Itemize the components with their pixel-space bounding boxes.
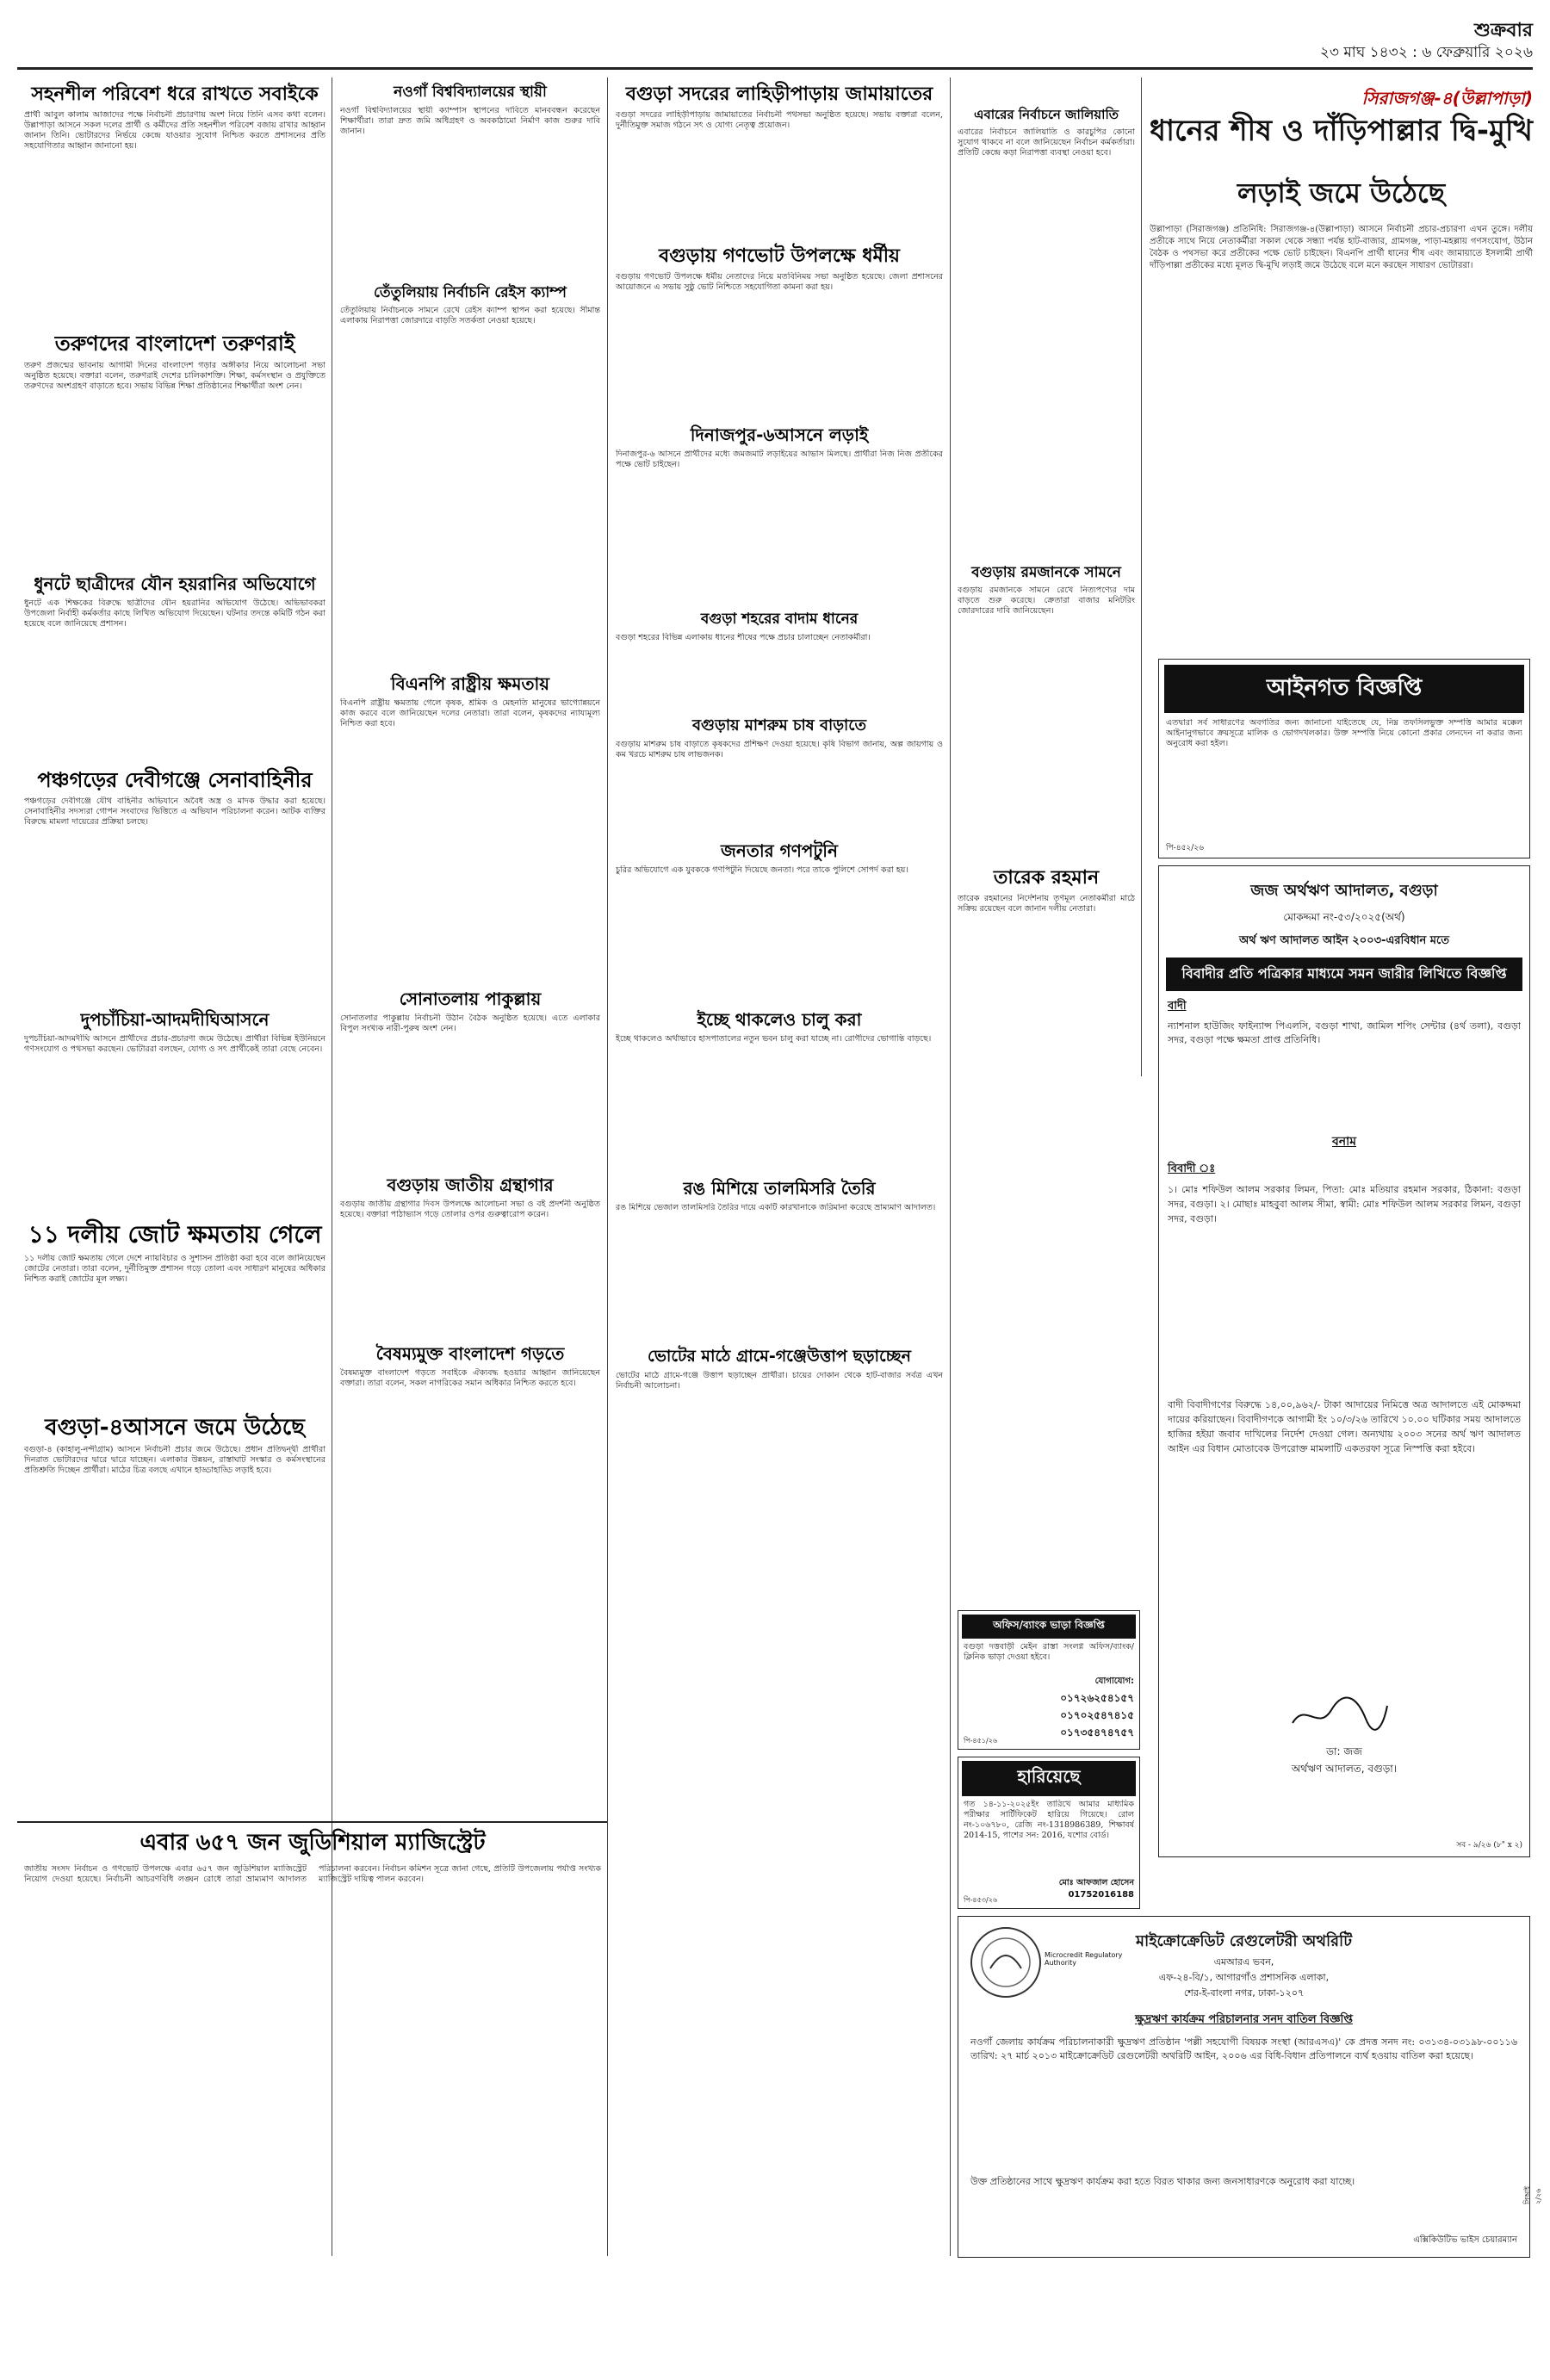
court-notice-ad <box>1158 865 1530 1857</box>
rent-title: অফিস/ব্যাংক ভাড়া বিজ্ঞপ্তি <box>962 1615 1136 1639</box>
column-rule <box>1141 77 1142 1076</box>
article-body: বৈষম্যমুক্ত বাংলাদেশ গড়তে সবাইকে ঐক্যবদ্ধ হওয়ার আহ্বান জানিয়েছেন বক্তারা। তারা বলেন, সকল নাগরিকের সমান অধিকার নিশ্চিত করতে হবে। <box>340 1368 600 1389</box>
court-banner: বিবাদীর প্রতি পত্রিকার মাধ্যমে সমন জারীর লিখিতে বিজ্ঞপ্তি <box>1166 958 1522 991</box>
mra-address: শের-ই-বাংলা নগর, ঢাকা-১২০৭ <box>1183 1987 1305 1999</box>
article-body: তারেক রহমানের নির্দেশনায় তৃণমূল নেতাকর্মীরা মাঠে সক্রিয় রয়েছেন বলে জানান দলীয় নেতারা। <box>958 894 1135 914</box>
day-label: শুক্রবার <box>1473 20 1533 41</box>
court-case-no: মোকদ্দমা নং-৫৩/২০২৫(অর্থ) <box>1283 911 1405 923</box>
versus-label: বনাম <box>1332 1135 1356 1149</box>
mra-notice-ad <box>958 1916 1530 2258</box>
rent-body: বগুড়া দত্তবাড়ী মেইন রাস্তা সংলগ্ন অফিস/ব্যাংক/ক্লিনিক ভাড়া দেওয়া হইবে। <box>964 1642 1134 1662</box>
headline: দিনাজপুর-৬আসনে লড়াই <box>690 425 869 446</box>
ad-ref: পি-৪৫১/২৬ <box>964 1737 998 1745</box>
article-body: ভোটের মাঠে গ্রামে-গঞ্জে উত্তাপ ছড়াচ্ছেন প্রার্থীরা। চায়ের দোকান থেকে হাট-বাজার সর্বত্র এখন নির্বাচনী আলোচনা। <box>616 1370 943 1391</box>
court-signer-office: অর্থঋণ আদালত, বগুড়া। <box>1291 1763 1398 1775</box>
mra-signer: এক্সিকিউটিভ ভাইস চেয়ারম্যান <box>1413 2235 1517 2245</box>
bottom-headline: এবার ৬৫৭ জন জুডিশিয়াল ম্যাজিস্ট্রেট <box>140 1830 486 1856</box>
column-rule <box>950 77 951 2256</box>
column-1 <box>24 77 326 1817</box>
rent-ad <box>958 1610 1140 1750</box>
column-2 <box>340 77 600 1817</box>
rent-phone: ০১৭০২৫৪৭৪১৫ <box>1060 1709 1134 1721</box>
article-body: তরুণ প্রজন্মের ভাবনায় আগামী দিনের বাংলাদেশ গড়ার অঙ্গীকার নিয়ে আলোচনা সভা অনুষ্ঠিত হয়েছে। বক্তারা বলেন, তরুণরাই দেশের চালিকাশক্তি। শিক্ষা, কর্মসংস্থান ও প্রযুক্তিতে তরুণদের অংশগ্রহণ বাড়াতে হবে। সভায় বিভিন্ন শিক্ষা প্রতিষ্ঠানের শিক্ষার্থীরা অংশ নেন। <box>24 360 326 391</box>
lead-kicker: সিরাজগঞ্জ-৪(উল্লাপাড়া) <box>1361 88 1533 108</box>
headline: সোনাতলায় পাকুল্লায় <box>399 989 542 1010</box>
side-code: সিআই ২/২৬ <box>1523 2185 1542 2204</box>
court-law: অর্থ ঋণ আদালত আইন ২০০৩-এরবিধান মতে <box>1238 934 1450 947</box>
lead-body: উল্লাপাড়া (সিরাজগঞ্জ) প্রতিনিধি: সিরাজগঞ্জ-৪(উল্লাপাড়া) আসনে নির্বাচনী প্রচার-প্রচারণা এখন তুঙ্গে। দলীয় প্রতীকে সাথে নিয়ে নেতাকর্মীরা সকাল থেকে সন্ধ্যা পর্যন্ত হাট-বাজার, গ্রামগঞ্জ, পাড়া-মহল্লায় গণসংযোগ, উঠান বৈঠক ও পথসভা করে প্রতীকের পক্ষে ভোট চাইছেন। বিএনপি প্রার্থী ধানের শীষ এবং জামায়াতে ইসলামী প্রার্থী দাঁড়িপাল্লা প্রতীকের মধ্যে মূলত দ্বি-মুখি লড়াই জমে উঠেছে বলে মনে করছেন সাধারণ ভোটাররা। <box>1150 225 1533 270</box>
article-body: বিএনপি রাষ্ট্রীয় ক্ষমতায় গেলে কৃষক, শ্রমিক ও মেহনতি মানুষের ভাগ্যোন্নয়নে কাজ করবে বলে জানিয়েছেন দলের নেতারা। তারা বলেন, কৃষকদের ন্যায্যমূল্য নিশ্চিত করা হবে। <box>340 698 600 729</box>
headline: নওগাঁ বিশ্ববিদ্যালয়ের স্থায়ী <box>394 84 547 101</box>
defendant-body: ১। মোঃ শফিউল আলম সরকার লিমন, পিতা: মোঃ মতিয়ার রহমান সরকার, ঠিকানা: বগুড়া সদর, বগুড়া। ২। মোছাঃ মাহবুবা আলম সীমা, স্বামী: মোঃ শফিউল আলম সরকার লিমন, বগুড়া সদর, বগুড়া। <box>1168 1184 1521 1224</box>
signature-icon <box>1288 1693 1392 1736</box>
headline: ইচ্ছে থাকলেও চালু করা <box>697 1008 862 1030</box>
mra-logo-text: Microcredit Regulatory Authority <box>1045 1951 1123 1967</box>
headline: ১১ দলীয় জোট ক্ষমতায় গেলে <box>28 1219 322 1249</box>
headline: সহনশীল পরিবেশ ধরে রাখতে সবাইকে <box>31 84 319 105</box>
article-body: রঙ মিশিয়ে ভেজাল তালমিসরি তৈরির দায়ে একটি কারখানাকে জরিমানা করেছে ভ্রাম্যমাণ আদালত। <box>616 1202 936 1212</box>
headline: বগুড়ায় মাশরুম চাষ বাড়াতে <box>691 716 867 735</box>
headline: তরুণদের বাংলাদেশ তরুণরাই <box>54 332 295 356</box>
article-body: বগুড়ায় মাশরুম চাষ বাড়াতে কৃষকদের প্রশিক্ষণ দেওয়া হয়েছে। কৃষি বিভাগ জানায়, অল্প জায়গায় ও কম খরচে মাশরুম চাষ লাভজনক। <box>616 739 943 759</box>
ad-ref: সব - ৯/২৬ (৮" x ২) <box>1456 1841 1522 1850</box>
headline: জনতার গণপটুনি <box>721 840 838 861</box>
headline: বগুড়ায় জাতীয় গ্রন্থাগার <box>387 1175 554 1196</box>
headline: পঞ্চগড়ের দেবীগঞ্জে সেনাবাহিনীর <box>37 767 313 792</box>
column-3 <box>616 77 943 2247</box>
legal-notice-title: আইনগত বিজ্ঞপ্তি <box>1164 665 1524 713</box>
mra-address: এফ-২৪-বি/১, আগারগাঁও প্রশাসনিক এলাকা, <box>1158 1972 1330 1983</box>
lead-headline-1: ধানের শীষ ও দাঁড়িপাল্লার দ্বি-মুখি <box>1150 114 1533 148</box>
article-body: ধুনটে এক শিক্ষকের বিরুদ্ধে ছাত্রীদের যৌন হয়রানির অভিযোগ উঠেছে। অভিভাবকরা উপজেলা নির্বাহী কর্মকর্তার কাছে লিখিত অভিযোগ দিয়েছেন। ঘটনার তদন্তে কমিটি গঠন করা হয়েছে বলে জানিয়েছে প্রশাসন। <box>24 598 326 629</box>
article-body: দুপচাঁচিয়া-আদমদীঘি আসনে প্রার্থীদের প্রচার-প্রচারণা জমে উঠেছে। প্রার্থীরা বিভিন্ন ইউনিয়নে গণসংযোগ ও পথসভা করছেন। ভোটাররা বলছেন, যোগ্য ও সৎ প্রার্থীকেই তারা বেছে নেবেন। <box>24 1033 326 1054</box>
court-title: জজ অর্থঋণ আদালত, বগুড়া <box>1250 882 1438 900</box>
court-signer: ডা: জজ <box>1326 1745 1362 1757</box>
headline: তেঁতুলিয়ায় নির্বাচনি রেইস ক্যাম্প <box>373 283 567 301</box>
headline: বগুড়ায় রমজানকে সামনে <box>971 563 1121 581</box>
mra-address: এমআরএ ভবন, <box>1213 1956 1274 1968</box>
headline: বগুড়ায় গণভোট উপলক্ষে ধর্মীয় <box>658 245 901 268</box>
article-body: প্রার্থী আবুল কালাম আজাদের পক্ষে নির্বাচনী প্রচারণায় অংশ নিয়ে তিনি এসব কথা বলেন। উল্লাপাড়া আসনে সকল দলের প্রার্থী ও কর্মীদের প্রতি সহনশীল পরিবেশ বজায় রাখার আহ্বান জানান তিনি। ভোটারদের নির্ভয়ে কেন্দ্রে যাওয়ার সুযোগ নিশ্চিত করতে প্রশাসনের প্রতি সহযোগিতার আহ্বান জানানো হয়। <box>24 110 326 152</box>
article-body: বগুড়া-৪ (কাহালু-নন্দীগ্রাম) আসনে নির্বাচনী প্রচার জমে উঠেছে। প্রধান প্রতিদ্বন্দ্বী প্রার্থীরা দিনরাত ভোটারদের দ্বারে দ্বারে যাচ্ছেন। এলাকার উন্নয়ন, রাস্তাঘাট সংস্কার ও কর্মসংস্থানের প্রতিশ্রুতি দিচ্ছেন প্রার্থীরা। মাঠের চিত্র বলছে এখানে হাড্ডাহাড্ডি লড়াই হবে। <box>24 1445 326 1476</box>
lost-phone: 01752016188 <box>1068 1890 1134 1900</box>
article-body: সোনাতলার পাকুল্লায় নির্বাচনী উঠান বৈঠক অনুষ্ঠিত হয়েছে। এতে এলাকার বিপুল সংখ্যক নারী-পুরুষ অংশ নেন। <box>340 1013 600 1034</box>
bottom-article <box>24 1827 601 2258</box>
plaintiff-body: ন্যাশনাল হাউজিং ফাইন্যান্স পিএলসি, বগুড়া শাখা, জামিল শপিং সেন্টার (৪র্থ তলা), বগুড়া সদর, বগুড়া পক্ষে ক্ষমতা প্রাপ্ত প্রতিনিধি। <box>1168 1020 1521 1045</box>
date-line: ২৩ মাঘ ১৪৩২ : ৬ ফেব্রুয়ারি ২০২৬ <box>1319 44 1533 61</box>
rent-phone: ০১৭২৬২৫৪১৫৭ <box>1060 1692 1134 1704</box>
lost-ad <box>958 1757 1140 1909</box>
headline: বগুড়া সদরের লাহিড়ীপাড়ায় জামায়াতের <box>625 84 933 105</box>
rent-contact-label: যোগাযোগ: <box>1094 1677 1134 1686</box>
headline: রঙ মিশিয়ে তালমিসরি তৈরি <box>683 1177 876 1199</box>
headline: বিএনপি রাষ্ট্রীয় ক্ষমতায় <box>390 673 550 695</box>
article-body: নওগাঁ বিশ্ববিদ্যালয়ের স্থায়ী ক্যাম্পাস স্থাপনের দাবিতে মানববন্ধন করেছেন শিক্ষার্থীরা। তারা দ্রুত জমি অধিগ্রহণ ও অবকাঠামো নির্মাণ কাজ শুরুর দাবি জানান। <box>340 105 600 136</box>
article-body: চুরির অভিযোগে এক যুবককে গণপিটুনি দিয়েছে জনতা। পরে তাকে পুলিশে সোপর্দ করা হয়। <box>616 865 908 875</box>
column-4 <box>958 108 1135 1063</box>
headline: দুপচাঁচিয়া-আদমদীঘিআসনে <box>80 1008 270 1030</box>
bottom-rule <box>17 1821 607 1823</box>
legal-notice-body: এতদ্বারা সর্ব সাধারণের অবগতির জন্য জানানো যাইতেছে যে, নিম্ন তফসিলভুক্ত সম্পত্তি আমার মক্কেল আইনানুগভাবে ক্রয়সূত্রে মালিক ও ভোগদখলকার। উক্ত সম্পত্তি নিয়ে কোনো প্রকার লেনদেন না করার জন্য অনুরোধ করা হইল। <box>1166 718 1522 748</box>
article-body: বগুড়া শহরের বিভিন্ন এলাকায় ধানের শীষের পক্ষে প্রচার চালাচ্ছেন নেতাকর্মীরা। <box>616 633 871 643</box>
legal-notice-ad <box>1158 659 1530 858</box>
headline: বগুড়া শহরের বাদাম ধানের <box>700 610 859 629</box>
lost-body: গত ১৪-১১-২০২৫ইং তারিখে আমার মাধ্যমিক পরীক্ষার সার্টিফিকেট হারিয়ে গিয়েছে। রোল নং-১০৬৭৮০, রেজি নং-1318986389, শিক্ষাবর্ষ 2014-15, পাশের সন: 2016, যশোর বোর্ড। <box>964 1800 1134 1840</box>
mra-body: নওগাঁ জেলায় কার্যক্রম পরিচালনাকারী ক্ষুদ্রঋণ প্রতিষ্ঠান 'পল্লী সহযোগী বিষয়ক সংস্থা (আরএসএ)' কে প্রদত্ত সনদ নং: ০৩১৩৪-০৩১৯৮-০০১১৬ তারিখ: ২৭ মার্চ ২০১৩ মাইক্রোক্রেডিট রেগুলেটরী অথরিটি আইন, ২০০৬ এর বিধি-বিধান প্রতিপালনে ব্যর্থ হওয়ায় বাতিল করা হয়েছে। <box>970 2036 1517 2061</box>
article-body: দিনাজপুর-৬ আসনে প্রার্থীদের মধ্যে জমজমাট লড়াইয়ের আভাস মিলছে। প্রার্থীরা নিজ নিজ প্রতীকের পক্ষে ভোট চাইছেন। <box>616 449 943 470</box>
article-body: বগুড়া সদরের লাহিড়ীপাড়ায় জামায়াতের নির্বাচনী পথসভা অনুষ্ঠিত হয়েছে। সভায় বক্তারা বলেন, দুর্নীতিমুক্ত সমাজ গঠনে সৎ ও যোগ্য নেতৃত্ব প্রয়োজন। <box>616 110 943 131</box>
article-body: ইচ্ছে থাকলেও অর্থাভাবে হাসপাতালের নতুন ভবন চালু করা যাচ্ছে না। রোগীদের ভোগান্তি বাড়ছে। <box>616 1033 932 1044</box>
article-body: বগুড়ায় জাতীয় গ্রন্থাগার দিবস উপলক্ষে আলোচনা সভা ও বই প্রদর্শনী অনুষ্ঠিত হয়েছে। বক্তারা পাঠাভ্যাস গড়ে তোলার ওপর গুরুত্বারোপ করেন। <box>340 1199 600 1220</box>
defendant-label: বিবাদী ঃ <box>1168 1162 1216 1175</box>
headline: তারেক রহমান <box>993 867 1100 889</box>
headline: ধুনটে ছাত্রীদের যৌন হয়রানির অভিযোগে <box>34 573 316 594</box>
bottom-article-body: জাতীয় সংসদ নির্বাচন ও গণভোট উপলক্ষে এবার ৬৫৭ জন জুডিশিয়াল ম্যাজিস্ট্রেট নিয়োগ দেওয়া হয়েছে। নির্বাচনী আচরণবিধি লঙ্ঘন রোধে তারা ভ্রাম্যমাণ আদালত পরিচালনা করবেন। নির্বাচন কমিশন সূত্রে জানা গেছে, প্রতিটি উপজেলায় পর্যাপ্ত সংখ্যক ম্যাজিস্ট্রেট দায়িত্ব পালন করবেন। <box>24 1863 601 1884</box>
headline: এবারের নির্বাচনে জালিয়াতি <box>973 107 1119 122</box>
ad-ref: পি-৪৫২/২৬ <box>1166 844 1204 852</box>
article-body: পঞ্চগড়ের দেবীগঞ্জে যৌথ বাহিনীর অভিযানে অবৈধ অস্ত্র ও মাদক উদ্ধার করা হয়েছে। সেনাবাহিনীর সদস্যরা গোপন সংবাদের ভিত্তিতে এ অভিযান পরিচালনা করেন। আটক ব্যক্তির বিরুদ্ধে মামলা দায়েরের প্রক্রিয়া চলছে। <box>24 796 326 827</box>
lost-title: হারিয়েছে <box>962 1761 1136 1796</box>
headline: ভোটের মাঠে গ্রামে-গঞ্জেউত্তাপ ছড়াচ্ছেন <box>648 1346 911 1366</box>
article-body: বগুড়ায় রমজানকে সামনে রেখে নিত্যপণ্যের দাম বাড়তে শুরু করেছে। ক্রেতারা বাজার মনিটরিং জোরদারের দাবি জানিয়েছেন। <box>958 586 1135 617</box>
column-rule <box>607 77 608 2256</box>
court-notice-body: বাদী বিবাদীগণের বিরুদ্ধে ১৪,০০,৯৬২/- টাকা আদায়ের নিমিত্তে অত্র আদালতে এই মোকদ্দমা দায়ের করিয়াছেন। বিবাদীগণকে আগামী ইং ১০/৩/২৬ তারিখে ১০.০০ ঘটিকার সময় আদালতে হাজির হইয়া জবাব দাখিলের নির্দেশ দেওয়া গেল। অন্যথায় ২০০৩ সনের অর্থ ঋণ আদালত আইন এর বিধান মোতাবেক উপরোক্ত মামলাটি একতরফা সূত্রে নিস্পত্তি করা হইবে। <box>1168 1399 1521 1454</box>
masthead-rule <box>17 67 1533 70</box>
mra-closing: উক্ত প্রতিষ্ঠানের সাথে ক্ষুদ্রঋণ কার্যক্রম করা হতে বিরত থাকার জন্য জনসাধারণকে অনুরোধ করা যাচ্ছে। <box>970 2176 1355 2187</box>
article-body: এবারের নির্বাচনে জালিয়াতি ও কারচুপির কোনো সুযোগ থাকবে না বলে জানিয়েছেন নির্বাচন কর্মকর্তারা। প্রতিটি কেন্দ্রে কড়া নিরাপত্তা ব্যবস্থা নেওয়া হবে। <box>958 127 1135 158</box>
mra-title: মাইক্রোক্রেডিট রেগুলেটরী অথরিটি <box>1135 1932 1353 1950</box>
ad-ref: পি-৪৫৩/২৬ <box>964 1896 998 1904</box>
lost-name: মোঃ আফজাল হোসেন <box>1058 1878 1134 1887</box>
article-body: বগুড়ায় গণভোট উপলক্ষে ধর্মীয় নেতাদের নিয়ে মতবিনিময় সভা অনুষ্ঠিত হয়েছে। জেলা প্রশাসনের আয়োজনে এ সভায় সুষ্ঠু ভোট নিশ্চিতে সহযোগিতা কামনা করা হয়। <box>616 272 943 293</box>
lead-headline-2: লড়াই জমে উঠেছে <box>1237 177 1446 209</box>
headline: বৈষম্যমুক্ত বাংলাদেশ গড়তে <box>375 1343 565 1365</box>
plaintiff-label: বাদী <box>1168 1000 1187 1013</box>
article-body: ১১ দলীয় জোট ক্ষমতায় গেলে দেশে ন্যায়বিচার ও সুশাসন প্রতিষ্ঠা করা হবে বলে জানিয়েছেন জোটের নেতারা। তারা বলেন, দুর্নীতিমুক্ত প্রশাসন গড়ে তোলা এবং সাধারণ মানুষের অধিকার নিশ্চিত করাই জোটের মূল লক্ষ্য। <box>24 1253 326 1284</box>
mra-subject: ক্ষুদ্রঋণ কার্যক্রম পরিচালনার সনদ বাতিল বিজ্ঞপ্তি <box>1135 2013 1353 2026</box>
article-body: তেঁতুলিয়ায় নির্বাচনকে সামনে রেখে রেইস ক্যাম্প স্থাপন করা হয়েছে। সীমান্ত এলাকায় নিরাপত্তা জোরদারে বাড়তি সতর্কতা নেওয়া হয়েছে। <box>340 306 600 326</box>
headline: বগুড়া-৪আসনে জমে উঠেছে <box>45 1414 305 1441</box>
rent-phone: ০১৭৩৫৪৭৪৭৫৭ <box>1060 1726 1134 1739</box>
